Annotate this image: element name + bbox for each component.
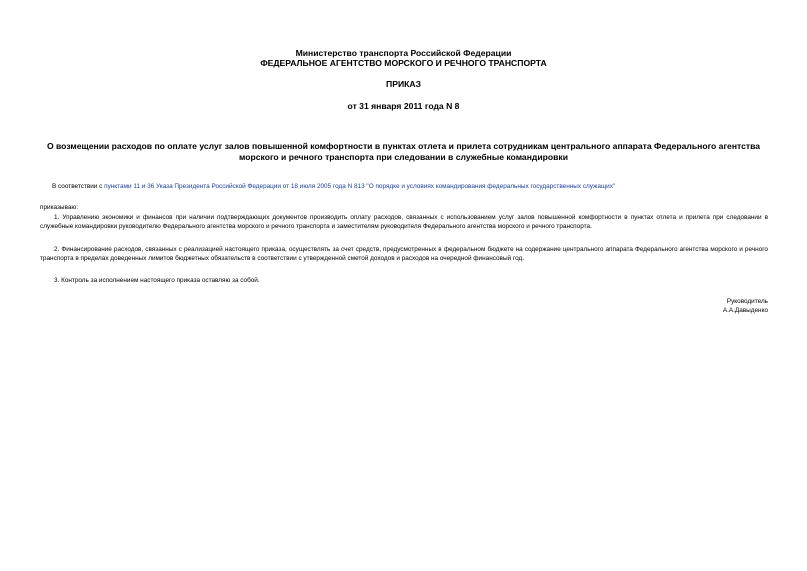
- agency-name: ФЕДЕРАЛЬНОЕ АГЕНТСТВО МОРСКОГО И РЕЧНОГО ТРАНСПОРТА: [260, 58, 547, 68]
- ministry-name: Министерство транспорта Российской Федерации: [295, 48, 512, 58]
- signature-name: А.А.Давыденко: [722, 307, 768, 314]
- document-title: О возмещении расходов по оплате услуг залов повышенной комфортности в пунктах отлета и прилета сотрудникам центрального аппарата Федерального агентства морского и речного транспорта при следовании в служебные командировки: [46, 141, 761, 162]
- document-type: ПРИКАЗ: [386, 79, 421, 89]
- paragraph-2: 2. Финансирование расходов, связанных с реализацией настоящего приказа, осуществлять за счет средств, предусмотренных в федеральном бюджете на содержание центрального аппарата Федерального агентства морского и речного транспорта в пределах доведенных лимитов бюджетных обязательств в соответствии с утвержденной сметой доходов и расходов на очередной финансовый год.: [40, 246, 768, 263]
- paragraph-1: 1. Управлению экономики и финансов при наличии подтверждающих документов производить оплату расходов, связанных с использованием услуг залов повышенной комфортности в пунктах отлета и прилета при следовании в служебные командировки руководителю Федерального агентства морского и речного транспорта и заместителям руководителя Федерального агентства морского и речного транспорта.: [40, 214, 768, 231]
- signature-position: Руководитель: [726, 298, 768, 305]
- basis-paragraph: [52, 182, 772, 191]
- link-presidential-decree[interactable]: Указа Президента Российской Федерации от 18 июля 2005 года N 813 "О порядке и условиях командирования федеральных государственных служащих": [155, 183, 616, 190]
- link-decree-points[interactable]: пунктами 11 и 36: [104, 183, 155, 190]
- document-date: от 31 января 2011 года N 8: [347, 101, 460, 111]
- basis-prefix: В соответствии с: [52, 183, 105, 190]
- order-word: приказываю:: [40, 204, 78, 211]
- paragraph-3: 3. Контроль за исполнением настоящего приказа оставляю за собой.: [54, 277, 260, 284]
